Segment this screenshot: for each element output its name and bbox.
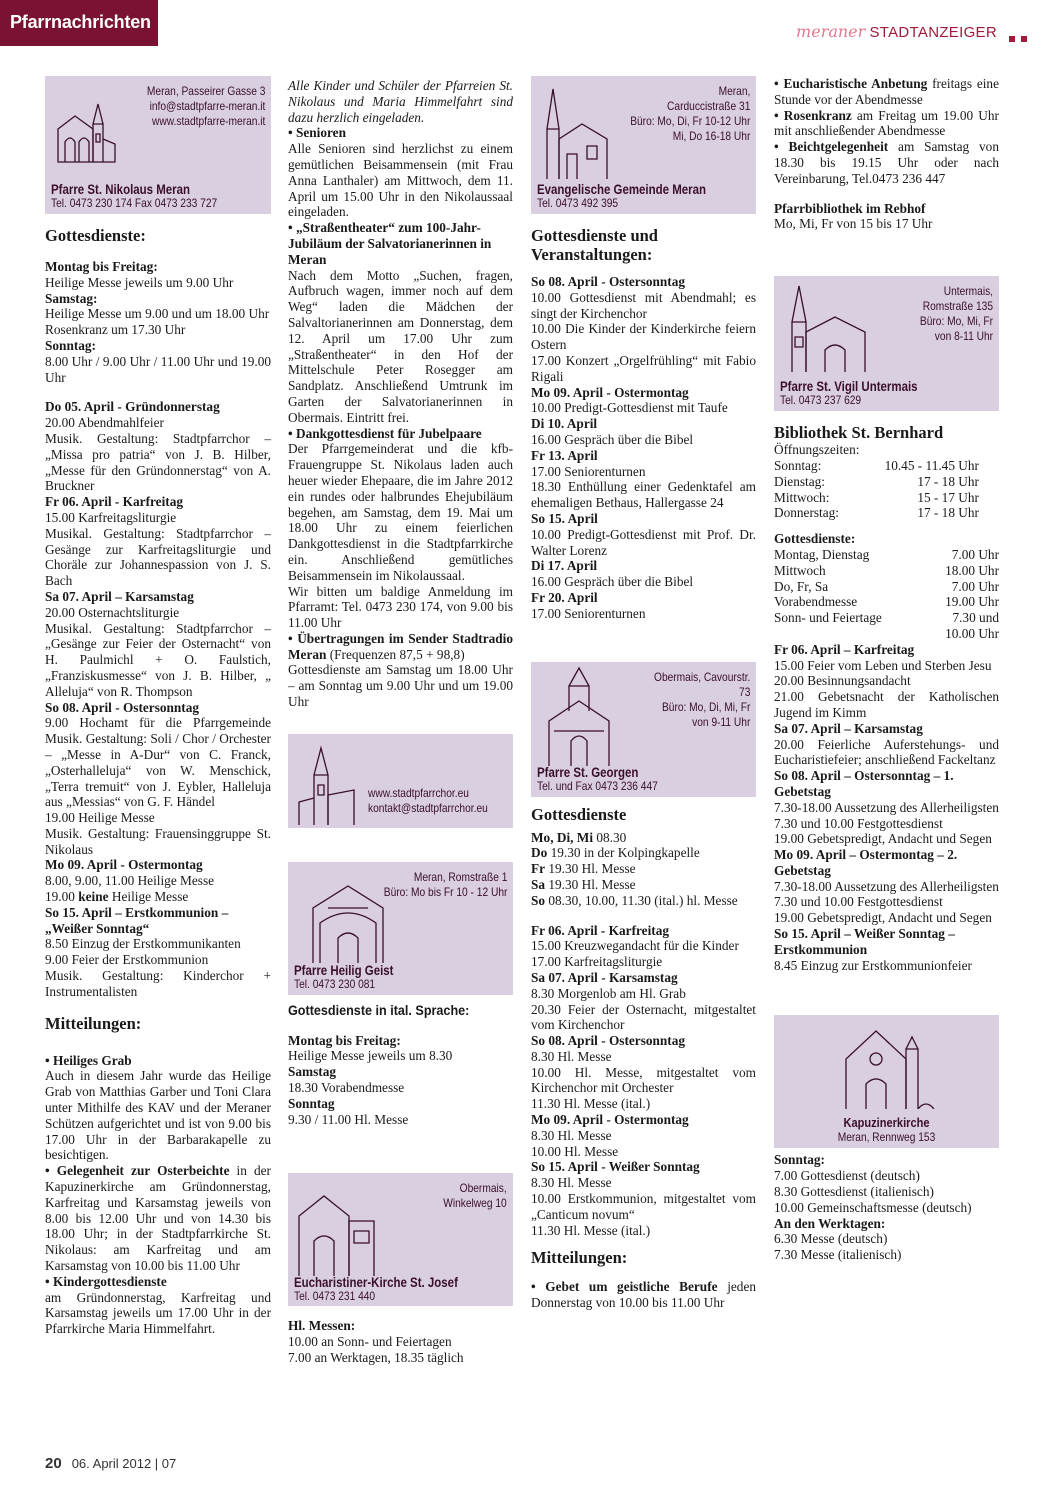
label: Mo 09. April - Ostermontag xyxy=(531,384,689,400)
text: 19.00 Heilige Messe xyxy=(45,810,155,826)
label: Sonntag: xyxy=(774,1152,825,1168)
text: 10.00 Hl. Messe xyxy=(531,1143,619,1159)
label: Mo 09. April - Ostermontag xyxy=(45,857,203,873)
parish-box-evangelisch xyxy=(531,76,756,214)
label: Mo 09. April - Ostermontag xyxy=(531,1112,689,1128)
text: 17.00 Konzert „Orgelfrühling“ mit Fabio Rigali xyxy=(531,352,756,384)
heading-gottesdienste: Gottesdienste und Veranstaltungen: xyxy=(531,226,658,264)
parish-address: Untermais, Romstraße 135 Büro: Mo, Mi, Fr von 8-11 Uhr xyxy=(919,284,993,344)
text: Musik. Gestaltung: Stadtpfarrchor – „Missa pro patria“ von J. B. Hilber, „Messe für den Gründonnerstag“ von A. Bruckner xyxy=(45,430,271,494)
text: So 08.30, 10.00, 11.30 (ital.) hl. Messe xyxy=(531,892,738,908)
text: Heilige Messe jeweils um 9.00 Uhr xyxy=(45,274,234,290)
text: 16.00 Gespräch über die Bibel xyxy=(531,574,694,590)
parish-box-st-josef xyxy=(288,1173,513,1306)
text: 19.00 keine Heilige Messe xyxy=(45,889,189,905)
text: 8.45 Einzug zur Erstkommunionfeier xyxy=(774,957,972,973)
text: 8.00, 9.00, 11.00 Heilige Messe xyxy=(45,873,215,889)
label: Montag bis Freitag: xyxy=(288,1032,401,1048)
text: 15.00 Karfreitagsliturgie xyxy=(45,509,177,525)
text: am Gründonnerstag, Karfreitag und Karsamstag jeweils um 17.00 Uhr in der Pfarrkirche Maria Himmelfahrt. xyxy=(45,1289,271,1337)
column-3 xyxy=(531,76,756,1311)
parish-box-kapuziner xyxy=(774,1015,999,1148)
table-row: Sonn- und Feiertage 7.30 und xyxy=(774,610,999,626)
text: • Rosenkranz am Freitag um 19.00 Uhr mit anschließender Abendmesse xyxy=(774,107,999,139)
label: So 15. April – Weißer Sonntag – Erstkommunion xyxy=(774,926,955,957)
label: Hl. Messen: xyxy=(288,1318,356,1334)
text: 7.00 an Werktagen, 18.35 täglich xyxy=(288,1350,464,1366)
parish-address: Obermais, Cavourstr. 73 Büro: Mo, Di, Mi, Fr von 9-11 Uhr xyxy=(653,669,750,729)
text: 17.00 Seniorenturnen xyxy=(531,463,646,479)
parish-name: Kapuzinerkirche xyxy=(843,1114,930,1130)
parish-name: Pfarre St. Georgen xyxy=(537,764,639,780)
text: 10.00 Die Kinder der Kinderkirche feiern Ostern xyxy=(531,321,756,353)
church-evangelisch-icon xyxy=(537,84,617,179)
text: • Übertragungen im Sender Stadtradio Meran (Frequenzen 87,5 + 98,8) xyxy=(288,630,513,662)
text: 7.30 und 10.00 Festgottesdienst xyxy=(774,894,943,910)
label: So 08. April - Ostersonntag xyxy=(531,1033,686,1049)
parish-name: Pfarre St. Nikolaus Meran xyxy=(51,182,191,198)
parish-phone: Tel. 0473 237 629 xyxy=(780,393,862,408)
table-row: Dienstag: 17 - 18 Uhr xyxy=(774,473,979,489)
text: Wir bitten um baldige Anmeldung im Pfarramt: Tel. 0473 230 174, von 9.00 bis 11.00 Uhr xyxy=(288,583,513,631)
label: Pfarrbibliothek im Rebhof xyxy=(774,200,926,216)
text: • Eucharistische Anbetung freitags eine Stunde vor der Abendmesse xyxy=(774,76,999,107)
label: Do 05. April - Gründonnerstag xyxy=(45,399,220,415)
text: 8.30 Hl. Messe xyxy=(531,1175,612,1191)
text: 10.00 Hl. Messe, mitgestaltet vom Kirchenchor mit Orchester xyxy=(531,1064,756,1096)
text: 11.30 Hl. Messe (ital.) xyxy=(531,1222,651,1238)
parish-phone: Tel. 0473 231 440 xyxy=(294,1288,376,1303)
parish-box-st-georgen xyxy=(531,662,756,797)
table-row: Do, Fr, Sa 7.00 Uhr xyxy=(774,578,999,594)
label: Di 10. April xyxy=(531,416,598,432)
page-number: 20 xyxy=(45,1455,62,1472)
text: Gottesdienste am Samstag um 18.00 Uhr – am Sonntag um 9.00 Uhr und um 19.00 Uhr xyxy=(288,662,513,710)
church-kapuziner-icon xyxy=(836,1019,936,1109)
text: Mo, Di, Mi 08.30 xyxy=(531,829,627,845)
text: Nach dem Motto „Suchen, fragen, Aufbruch wagen, immer noch auf dem Weg“ laden die Mädchen der Salvaltorianerinnen am Donnerstag, dem 12. April um 17.00 Uhr zum „Straßentheater“ in den Hof der Mittelschule Peter Rosegger am Sandplatz. Anschließend Umtrunk im Garten der Salvatorianerinnen in Obermais. Eintritt frei. xyxy=(288,267,513,425)
parish-phone: Tel. 0473 492 395 xyxy=(537,196,619,211)
parish-box-nikolaus xyxy=(45,76,271,214)
text: Rosenkranz um 17.30 Uhr xyxy=(45,322,186,338)
text: 8.50 Einzug der Erstkommunikanten xyxy=(45,936,241,952)
heading-italian-services: Gottesdienste in ital. Sprache: xyxy=(288,1001,470,1018)
label: So 08. April - Ostersonntag xyxy=(45,699,200,715)
label: Fr 13. April xyxy=(531,447,598,463)
parish-address: Obermais, Winkelweg 10 xyxy=(443,1181,507,1211)
label: • Senioren xyxy=(288,125,346,141)
label: • Heiliges Grab xyxy=(45,1052,132,1068)
text: 7.30-18.00 Aussetzung des Allerheiligsten xyxy=(774,799,999,815)
label: Fr 20. April xyxy=(531,589,598,605)
parish-phone: Tel. 0473 230 174 Fax 0473 233 727 xyxy=(51,196,218,211)
table-row: Sonntag: 10.45 - 11.45 Uhr xyxy=(774,457,979,473)
text: 8.30 Gottesdienst (italienisch) xyxy=(774,1184,934,1200)
label: Mo 09. April – Ostermontag – 2. Gebetstag xyxy=(774,847,958,878)
text: 7.30 Messe (italienisch) xyxy=(774,1247,902,1263)
label: Fr 06. April – Karfreitag xyxy=(774,641,915,657)
parish-name: Eucharistiner-Kirche St. Josef xyxy=(294,1274,458,1290)
label: Gottesdienste: xyxy=(774,531,856,547)
text: 7.00 Gottesdienst (deutsch) xyxy=(774,1168,920,1184)
text: 17.00 Seniorenturnen xyxy=(531,605,646,621)
page-footer xyxy=(45,1455,176,1472)
text: 10.00 Predigt-Gottesdienst mit Prof. Dr. Walter Lorenz xyxy=(531,526,756,558)
label: Di 17. April xyxy=(531,558,598,574)
parish-box-heilig-geist xyxy=(288,862,513,995)
text: 20.00 Osternachtsliturgie xyxy=(45,604,180,620)
text: 20.30 Feier der Osternacht, mitgestaltet vom Kirchenchor xyxy=(531,1001,756,1033)
label: Sonntag xyxy=(288,1095,335,1111)
text: 10.00 Uhr xyxy=(945,625,999,641)
choir-links: www.stadtpfarrchor.eu kontakt@stadtpfarrchor.eu xyxy=(368,785,488,815)
label: So 15. April - Weißer Sonntag xyxy=(531,1159,700,1175)
text: 7.30-18.00 Aussetzung des Allerheiligsten xyxy=(774,878,999,894)
text: 15.00 Kreuzwegandacht für die Kinder xyxy=(531,938,739,954)
label: Sa 07. April – Karsamstag xyxy=(45,588,194,604)
text: 19.00 Gebetspredigt, Andacht und Segen xyxy=(774,910,992,926)
parish-address: Meran, Passeirer Gasse 3 info@stadtpfarre-meran.it www.stadtpfarre-meran.it xyxy=(146,84,265,128)
text: Fr 19.30 Hl. Messe xyxy=(531,861,636,877)
label: Sa 07. April – Karsamstag xyxy=(774,720,923,736)
label: Montag bis Freitag: xyxy=(45,259,158,274)
text: Heilige Messe jeweils um 8.30 xyxy=(288,1048,453,1064)
parish-address: Meran, Carduccistraße 31 Büro: Mo, Di, Fr 10-12 Uhr Mi, Do 16-18 Uhr xyxy=(629,84,750,143)
text: 20.00 Besinnungsandacht xyxy=(774,673,911,689)
column-1 xyxy=(45,76,271,1337)
label: Samstag xyxy=(288,1064,337,1080)
church-st-josef-icon xyxy=(294,1181,384,1276)
text: Musikal. Gestaltung: Stadtpfarrchor – „Gesänge zur Feier der Osternacht“ von H. Paulmichl + O. Faulstich, „Franziskusmesse“ von J. B. Hilber, „ Alleluja“ von R. Thompson xyxy=(45,620,271,699)
heading-bibliothek: Bibliothek St. Bernhard xyxy=(774,423,944,443)
text: 10.00 an Sonn- und Feiertagen xyxy=(288,1334,452,1350)
text: 9.30 / 11.00 Hl. Messe xyxy=(288,1111,409,1127)
label: • Dankgottesdienst für Jubelpaare xyxy=(288,425,482,441)
label: Sonntag: xyxy=(45,337,96,353)
text: Der Pfarrgemeinderat und die kfb-Frauengruppe St. Nikolaus laden auch heuer wieder Ehepaare, die im Jahre 2012 ein rundes oder halbrundes Ehejubiläum begehen, am Samstag, dem 19. Mai um 18.00 Uhr zu einem feierlichen Dankgottesdienst in die Stadtpfarrkirche ein. Anschließend gemütliches Beisammensein im Nikolaussaal. xyxy=(288,441,513,583)
parish-name: Pfarre Heilig Geist xyxy=(294,963,394,979)
heading-gottesdienste: Gottesdienste: xyxy=(45,226,146,245)
column-4 xyxy=(774,76,999,1263)
text: Alle Senioren sind herzlichst zu einem gemütlichen Beisammensein (mit Frau Anna Lanthaler) am Mittwoch, dem 11. April um 15.00 Uhr in den Nikolaussaal eingeladen. xyxy=(288,141,513,220)
text: 9.00 Hochamt für die Pfarrgemeinde Musik. Gestaltung: Soli / Chor / Orchester – „Messe in A-Dur“ von C. Franck, „Osterhalleluja“ von W. Menschick, „Terra tremuit“ von J. Eybler, Halleluja aus „Messias“ von G. F. Händel xyxy=(45,715,271,810)
issue-date: 06. April 2012 | 07 xyxy=(71,1456,177,1471)
text: Mo, Mi, Fr von 15 bis 17 Uhr xyxy=(774,216,933,232)
text: 19.00 Gebetspredigt, Andacht und Segen xyxy=(774,831,992,847)
text: 20.00 Abendmahlfeier xyxy=(45,415,164,431)
text: Öffnungszeiten: xyxy=(774,442,860,458)
text: • Gebet um geistliche Berufe jeden Donnerstag von 10.00 bis 11.00 Uhr xyxy=(531,1279,756,1311)
text: Musikal. Gestaltung: Stadtpfarrchor – Gesänge zur Karfreitagsliturgie und Choräle zur Johannespassion von J. S. Bach xyxy=(45,525,271,589)
table-row: Donnerstag: 17 - 18 Uhr xyxy=(774,505,979,521)
text: 7.30 und 10.00 Festgottesdienst xyxy=(774,815,943,831)
text: Alle Kinder und Schüler der Pfarreien St. Nikolaus und Maria Himmelfahrt sind dazu herzlich eingeladen. xyxy=(288,78,513,125)
label: So 15. April – Erstkommunion – „Weißer Sonntag“ xyxy=(45,904,229,936)
text: 9.00 Feier der Erstkommunion xyxy=(45,952,209,968)
text: Musik. Gestaltung: Kinderchor + Instrumentalisten xyxy=(45,968,271,999)
label: Fr 06. April - Karfreitag xyxy=(531,922,669,938)
masthead-logo: meraner STADTANZEIGER xyxy=(796,22,997,41)
text: 10.00 Gottesdienst mit Abendmahl; es singt der Kirchenchor xyxy=(531,289,756,321)
label: So 08. April - Ostersonntag xyxy=(531,274,686,289)
heading-mitteilungen: Mitteilungen: xyxy=(531,1248,628,1268)
text: • Beichtgelegenheit am Samstag von 18.30 bis 19.15 Uhr oder nach Vereinbarung, Tel.0473 236 447 xyxy=(774,139,999,186)
text: 15.00 Feier vom Leben und Sterben Jesu xyxy=(774,657,992,673)
parish-address: Meran, Rennweg 153 xyxy=(837,1129,936,1144)
text: Sa 19.30 Hl. Messe xyxy=(531,876,636,892)
parish-phone: Tel. und Fax 0473 236 447 xyxy=(537,778,658,793)
heading-gottesdienste-2: Gottesdienste xyxy=(531,804,627,824)
column-2 xyxy=(288,78,513,1366)
text: Heilige Messe um 9.00 und um 18.00 Uhr xyxy=(45,306,270,322)
text: 18.30 Enthüllung einer Gedenktafel am ehemaligen Bethaus, Hallergasse 24 xyxy=(531,479,756,511)
label: • Kindergottesdienste xyxy=(45,1273,167,1289)
church-st-georgen-icon xyxy=(539,666,619,766)
parish-name: Evangelische Gemeinde Meran xyxy=(537,182,707,198)
text: 8.00 Uhr / 9.00 Uhr / 11.00 Uhr und 19.00 Uhr xyxy=(45,353,271,385)
parish-address: Meran, Romstraße 1 Büro: Mo bis Fr 10 - 12 Uhr xyxy=(383,869,507,899)
text: 10.00 Predigt-Gottesdienst mit Taufe xyxy=(531,400,728,416)
text: 6.30 Messe (deutsch) xyxy=(774,1231,888,1247)
text: 17.00 Karfreitagsliturgie xyxy=(531,954,663,970)
label: Samstag: xyxy=(45,290,98,306)
heading-mitteilungen: Mitteilungen: xyxy=(45,1013,142,1033)
text: 16.00 Gespräch über die Bibel xyxy=(531,431,694,447)
text: Auch in diesem Jahr wurde das Heilige Grab von Matthias Garber und Toni Clara unter Mithilfe des KAV und der Meraner Schützen aufgerichtet und ist von 9.00 bis 17.00 Uhr in der Barbarakapelle zu besichtigen. xyxy=(45,1068,271,1163)
text: 18.30 Vorabendmesse xyxy=(288,1080,405,1096)
text: 21.00 Gebetsnacht der Katholischen Jugend im Kimm xyxy=(774,689,999,720)
church-nikolaus-icon xyxy=(53,94,123,164)
text: Musik. Gestaltung: Frauensinggruppe St. Nikolaus xyxy=(45,825,271,857)
text: 10.00 Gemeinschaftsmesse (deutsch) xyxy=(774,1199,972,1215)
table-row: Mittwoch 18.00 Uhr xyxy=(774,562,999,578)
table-row: Montag, Dienstag 7.00 Uhr xyxy=(774,546,999,562)
label: Fr 06. April - Karfreitag xyxy=(45,494,183,510)
section-tab: Pfarrnachrichten xyxy=(0,0,158,46)
label: • „Straßentheater“ zum 100-Jahr-Jubiläum der Salvatorianerinnen in Meran xyxy=(288,220,492,267)
table-row: Vorabendmesse 19.00 Uhr xyxy=(774,594,999,610)
choir-church-icon xyxy=(294,740,364,825)
church-st-vigil-icon xyxy=(780,282,870,372)
masthead-dots xyxy=(1003,29,1027,47)
choir-box xyxy=(288,734,513,828)
text: 11.30 Hl. Messe (ital.) xyxy=(531,1096,651,1112)
label: An den Werktagen: xyxy=(774,1215,886,1231)
label: Sa 07. April - Karsamstag xyxy=(531,969,678,985)
parish-name: Pfarre St. Vigil Untermais xyxy=(780,379,918,395)
parish-phone: Tel. 0473 230 081 xyxy=(294,977,376,992)
text: 8.30 Hl. Messe xyxy=(531,1127,612,1143)
label: So 15. April xyxy=(531,510,598,526)
parish-box-st-vigil xyxy=(774,276,999,411)
text: 10.00 Erstkommunion, mitgestaltet vom „Canticum novum“ xyxy=(531,1191,756,1222)
text: 8.30 Morgenlob am Hl. Grab xyxy=(531,985,686,1001)
text: Do 19.30 in der Kolpingkapelle xyxy=(531,845,700,861)
text: • Gelegenheit zur Osterbeichte in der Kapuzinerkirche am Gründonnerstag, Karfreitag und Karsamstag jeweils von 8.00 bis 12.00 Uhr und von 14.30 bis 18.00 Uhr; in der Stadtpfarrkirche St. Nikolaus: am Karfreitag und am Karsamstag von 10.00 bis 11.00 Uhr xyxy=(45,1163,271,1274)
text: 20.00 Feierliche Auferstehungs- und Eucharistiefeier; anschließend Fackeltanz xyxy=(774,736,999,768)
label: So 08. April – Ostersonntag – 1. Gebetstag xyxy=(774,768,954,799)
table-row: Mittwoch: 15 - 17 Uhr xyxy=(774,489,979,505)
text: 8.30 Hl. Messe xyxy=(531,1048,612,1064)
